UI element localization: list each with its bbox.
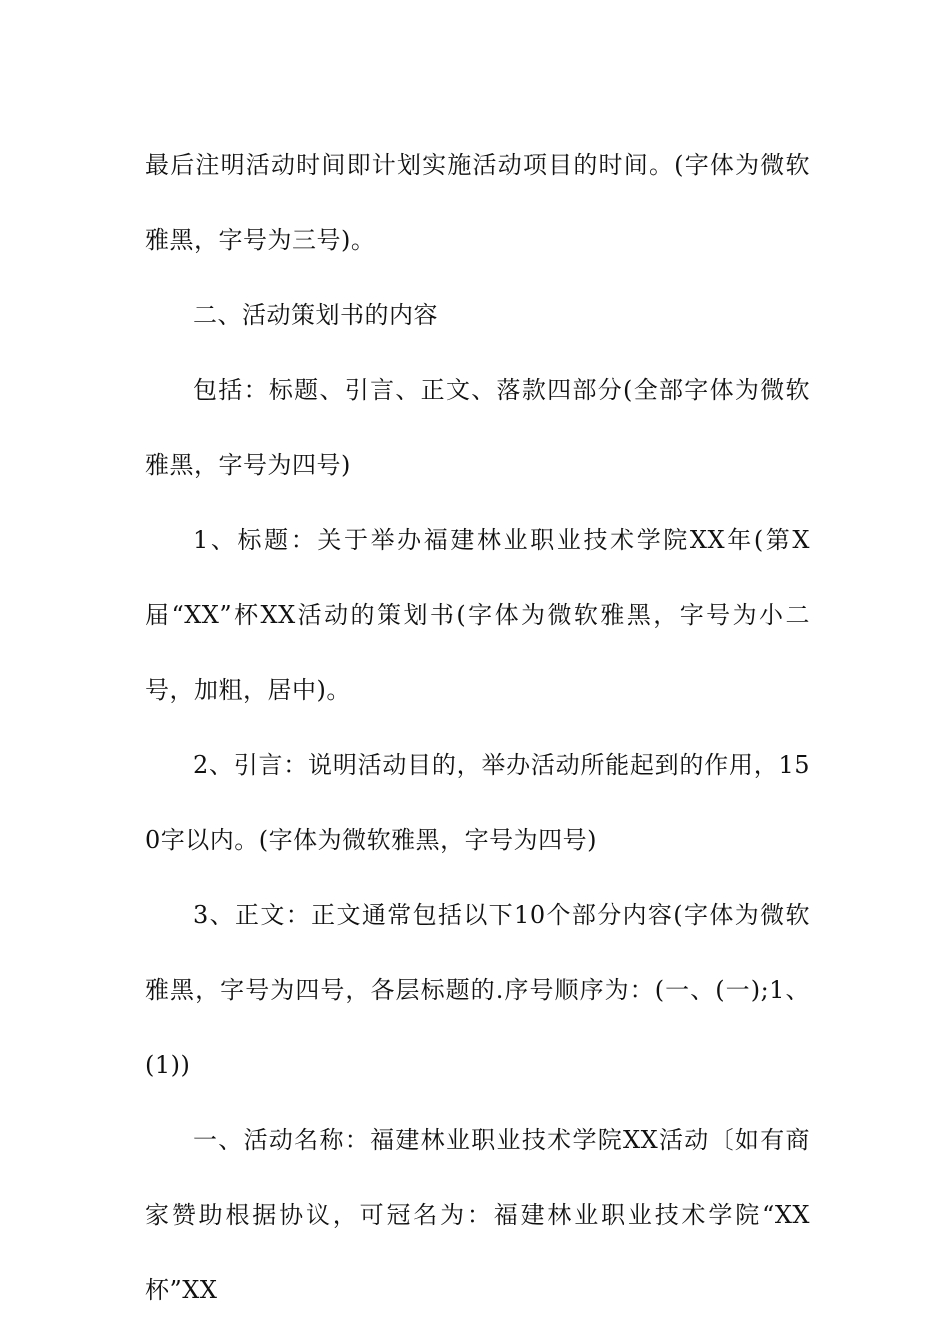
paragraph-title-rule: 1、标题：关于举办福建林业职业技术学院XX年(第X届“XX”杯XX活动的策划书(字体为微软雅黑，字号为小二号，加粗，居中)。 — [145, 526, 810, 704]
section-heading-plan-content: 二、活动策划书的内容 — [193, 301, 438, 329]
document-body — [145, 128, 810, 1328]
paragraph-body-rule: 3、正文：正文通常包括以下10个部分内容(字体为微软雅黑，字号为四号，各层标题的.序号顺序为：(一、(一);1、(1)) — [145, 901, 810, 1079]
paragraph-activity-name: 一、活动名称：福建林业职业技术学院XX活动〔如有商家赞助根据协议，可冠名为：福建林业职业技术学院“XX杯”XX — [145, 1126, 810, 1304]
paragraph-plan-parts: 包括：标题、引言、正文、落款四部分(全部字体为微软雅黑，字号为四号) — [145, 376, 810, 479]
paragraph-introduction-rule: 2、引言：说明活动目的，举办活动所能起到的作用，150字以内。(字体为微软雅黑，字号为四号) — [145, 751, 810, 854]
paragraph-activity-time-note: 最后注明活动时间即计划实施活动项目的时间。(字体为微软雅黑，字号为三号)。 — [145, 151, 810, 254]
